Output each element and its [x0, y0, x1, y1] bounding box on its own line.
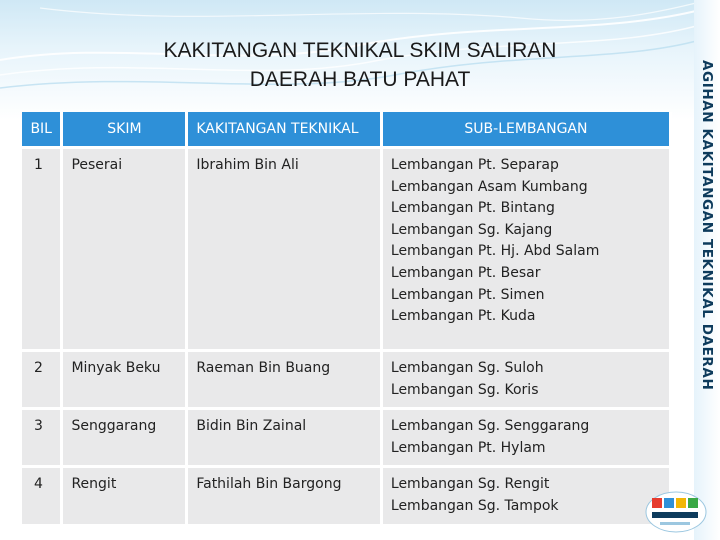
sub-lembangan-item: Lembangan Pt. Besar: [390, 264, 541, 281]
cell-bil: 1: [22, 148, 62, 351]
sub-lembangan-item: Lembangan Pt. Simen: [390, 286, 545, 303]
sub-lembangan-item: Lembangan Asam Kumbang: [390, 178, 588, 195]
sub-lembangan-item: Lembangan Sg. Kajang: [390, 221, 553, 238]
table-row: [22, 351, 671, 409]
cell-sub-lembangan: [381, 351, 670, 409]
cell-bil: 3: [22, 409, 62, 467]
cell-kakitangan: Bidin Bin Zainal: [187, 409, 382, 467]
table-row: [22, 409, 671, 467]
cell-bil: 2: [22, 351, 62, 409]
sub-lembangan-item: Lembangan Pt. Hj. Abd Salam: [390, 243, 600, 260]
table-header-row: [22, 112, 671, 148]
cell-kakitangan: Raeman Bin Buang: [187, 351, 382, 409]
side-banner-text: AGIHAN KAKITANGAN TEKNIKAL DAERAH: [699, 60, 715, 391]
cell-skim: Minyak Beku: [62, 351, 187, 409]
table-row: [22, 148, 671, 351]
table-row: [22, 467, 671, 525]
page-title-line-1: KAKITANGAN TEKNIKAL SKIM SALIRAN: [163, 39, 557, 62]
sub-lembangan-item: Lembangan Pt. Separap: [390, 157, 559, 173]
cell-bil: 4: [22, 467, 62, 525]
cell-sub-lembangan: [381, 148, 670, 351]
cell-sub-lembangan: [381, 467, 670, 525]
cell-skim: Peserai: [62, 148, 187, 351]
page-title-line-2: DAERAH BATU PAHAT: [249, 68, 471, 91]
cell-skim: Rengit: [62, 467, 187, 525]
header-bil: BIL: [22, 112, 62, 148]
sub-lembangan-item: Lembangan Sg. Tampok: [390, 497, 559, 514]
sub-lembangan-item: Lembangan Sg. Koris: [390, 381, 539, 398]
page-title: [60, 36, 660, 94]
sub-lembangan-item: Lembangan Pt. Bintang: [390, 200, 555, 217]
header-skim: SKIM: [62, 112, 187, 148]
header-kakitangan: KAKITANGAN TEKNIKAL: [187, 112, 382, 148]
sub-lembangan-item: Lembangan Sg. Rengit: [390, 476, 550, 493]
sub-lembangan-item: Lembangan Sg. Senggarang: [390, 418, 590, 435]
ipsi-komuniti-logo-icon: [640, 484, 708, 536]
sub-lembangan-item: Lembangan Pt. Kuda: [390, 308, 536, 325]
sub-lembangan-item: Lembangan Pt. Hylam: [390, 439, 546, 456]
cell-kakitangan: Fathilah Bin Bargong: [187, 467, 382, 525]
cell-skim: Senggarang: [62, 409, 187, 467]
cell-sub-lembangan: [381, 409, 670, 467]
header-sub-lembangan: SUB-LEMBANGAN: [381, 112, 670, 148]
sub-lembangan-item: Lembangan Sg. Suloh: [390, 360, 544, 376]
cell-kakitangan: Ibrahim Bin Ali: [187, 148, 382, 351]
staff-table: [22, 112, 672, 527]
